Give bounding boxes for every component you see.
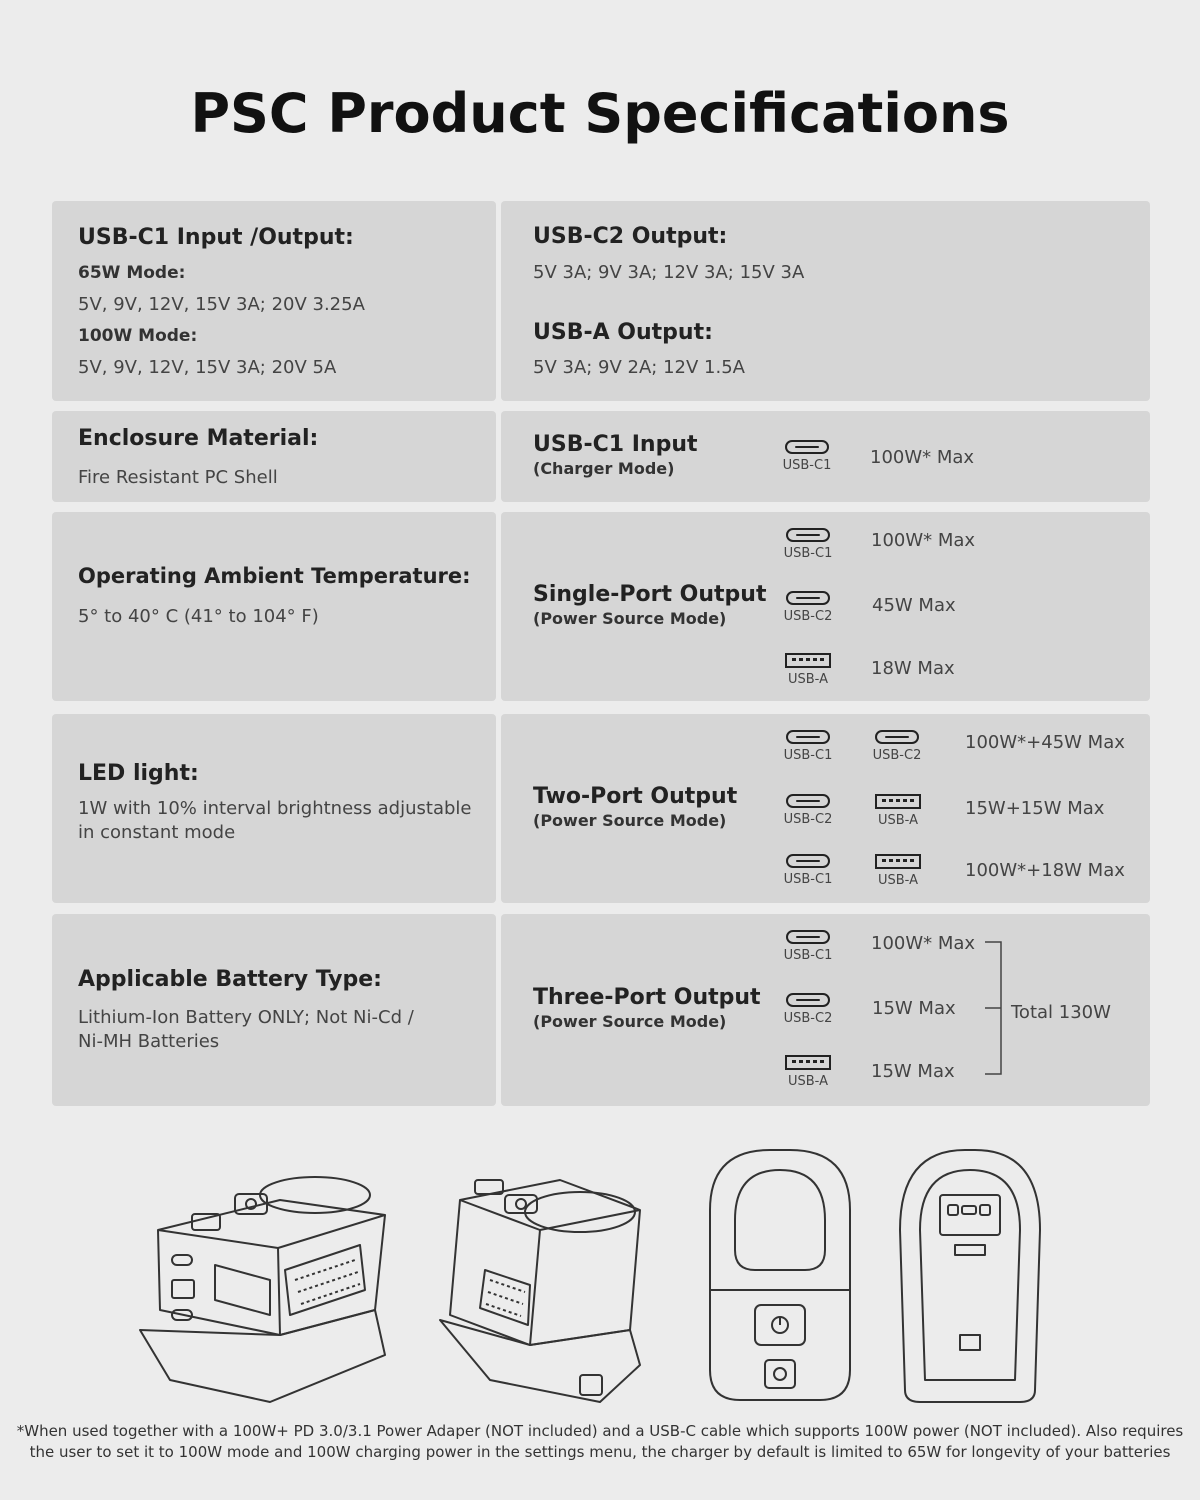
device-top-view-icon (710, 1150, 850, 1400)
three-total: Total 130W (1011, 1002, 1111, 1023)
port-usb-c2 (780, 794, 836, 827)
usb-c-icon (786, 854, 830, 868)
port-usb-a (870, 794, 926, 828)
port-usb-c1 (780, 930, 836, 963)
port-usb-c1 (780, 854, 836, 887)
enclosure-panel (52, 411, 496, 502)
port-label: USB-C2 (783, 1011, 833, 1026)
single-heading: Single-Port Output (533, 582, 767, 607)
c1-input-value: 100W* Max (870, 447, 975, 468)
led-line1: 1W with 10% interval brightness adjustable (78, 798, 472, 819)
usb-a-icon (785, 653, 831, 668)
two-port-panel (501, 714, 1150, 903)
port-usb-a (870, 854, 926, 888)
usb-c-icon (786, 528, 830, 542)
c1-input-sub: (Charger Mode) (533, 459, 675, 478)
usb-c-icon (785, 440, 829, 454)
usb-a-icon (785, 1055, 831, 1070)
usba-value: 5V 3A; 9V 2A; 12V 1.5A (533, 357, 745, 378)
port-usb-c2 (780, 591, 836, 624)
mode65-label: 65W Mode: (78, 263, 186, 283)
single-sub: (Power Source Mode) (533, 609, 727, 628)
usb-c-icon (786, 930, 830, 944)
usb-c-icon (786, 591, 830, 605)
battery-line1: Lithium-Ion Battery ONLY; Not Ni-Cd / (78, 1007, 414, 1028)
usba-heading: USB-A Output: (533, 320, 713, 345)
device-illustrations (120, 1140, 1080, 1410)
mode65-value: 5V, 9V, 12V, 15V 3A; 20V 3.25A (78, 294, 365, 315)
temperature-panel (52, 512, 496, 701)
c1-input-heading: USB-C1 Input (533, 432, 698, 457)
usbc2-heading: USB-C2 Output: (533, 224, 728, 249)
single-value-1: 100W* Max (871, 530, 976, 551)
device-side-angle-icon (440, 1180, 640, 1402)
two-value-1: 100W*+45W Max (965, 732, 1125, 753)
enclosure-heading: Enclosure Material: (78, 426, 319, 451)
three-value-3: 15W Max (871, 1061, 955, 1082)
port-label: USB-C2 (783, 609, 833, 624)
page-title: PSC Product Specifications (190, 82, 1010, 145)
port-label: USB-C1 (783, 546, 833, 561)
port-label: USB-A (878, 813, 918, 828)
usbc1-heading: USB-C1 Input /Output: (78, 225, 354, 250)
port-usb-a (780, 1055, 836, 1089)
mode100-label: 100W Mode: (78, 326, 198, 346)
led-line2: in constant mode (78, 822, 236, 843)
two-value-2: 15W+15W Max (965, 798, 1105, 819)
usb-c-icon (875, 730, 919, 744)
three-port-panel (501, 914, 1150, 1106)
led-heading: LED light: (78, 761, 199, 786)
port-label: USB-C1 (783, 748, 833, 763)
temperature-value: 5° to 40° C (41° to 104° F) (78, 606, 319, 627)
usb-a-icon (875, 854, 921, 869)
battery-panel (52, 914, 496, 1106)
usb-a-icon (875, 794, 921, 809)
port-label: USB-C2 (783, 812, 833, 827)
mode100-value: 5V, 9V, 12V, 15V 3A; 20V 5A (78, 357, 337, 378)
port-label: USB-A (788, 1074, 828, 1089)
led-panel (52, 714, 496, 903)
port-label: USB-C1 (782, 458, 832, 473)
usb-c-icon (786, 993, 830, 1007)
port-usb-c2 (869, 730, 925, 763)
three-sub: (Power Source Mode) (533, 1012, 727, 1031)
c1-input-panel (501, 411, 1150, 502)
three-heading: Three-Port Output (533, 985, 761, 1010)
single-port-panel (501, 512, 1150, 701)
port-usb-c1 (779, 440, 835, 473)
footnote (0, 1421, 1200, 1463)
single-value-2: 45W Max (872, 595, 956, 616)
battery-heading: Applicable Battery Type: (78, 967, 382, 992)
three-value-1: 100W* Max (871, 933, 976, 954)
battery-line2: Ni-MH Batteries (78, 1031, 220, 1052)
two-sub: (Power Source Mode) (533, 811, 727, 830)
two-value-3: 100W*+18W Max (965, 860, 1125, 881)
two-heading: Two-Port Output (533, 784, 738, 809)
three-value-2: 15W Max (872, 998, 956, 1019)
port-usb-c2 (780, 993, 836, 1026)
outputs-panel (501, 201, 1150, 401)
enclosure-value: Fire Resistant PC Shell (78, 467, 278, 488)
usb-c-icon (786, 794, 830, 808)
port-label: USB-A (788, 672, 828, 687)
port-label: USB-C1 (783, 872, 833, 887)
footnote-line-1: *When used together with a 100W+ PD 3.0/3.1 Power Adaper (NOT included) and a USB-C cable which supports 100W power (NOT included). Also requires (16, 1422, 1184, 1440)
device-front-angle-icon (140, 1177, 385, 1402)
port-usb-c1 (780, 528, 836, 561)
usbc2-value: 5V 3A; 9V 3A; 12V 3A; 15V 3A (533, 262, 805, 283)
port-label: USB-C2 (872, 748, 922, 763)
single-value-3: 18W Max (871, 658, 955, 679)
temperature-heading: Operating Ambient Temperature: (78, 564, 471, 588)
port-usb-a (780, 653, 836, 687)
port-usb-c1 (780, 730, 836, 763)
usb-c-icon (786, 730, 830, 744)
device-bottom-view-icon (900, 1150, 1040, 1402)
total-bracket (981, 936, 1011, 1081)
footnote-line-2: the user to set it to 100W mode and 100W charging power in the settings menu, the charger by default is limited to 65W for longevity of your batteries (29, 1443, 1171, 1461)
port-label: USB-C1 (783, 948, 833, 963)
port-label: USB-A (878, 873, 918, 888)
usbc1-panel (52, 201, 496, 401)
